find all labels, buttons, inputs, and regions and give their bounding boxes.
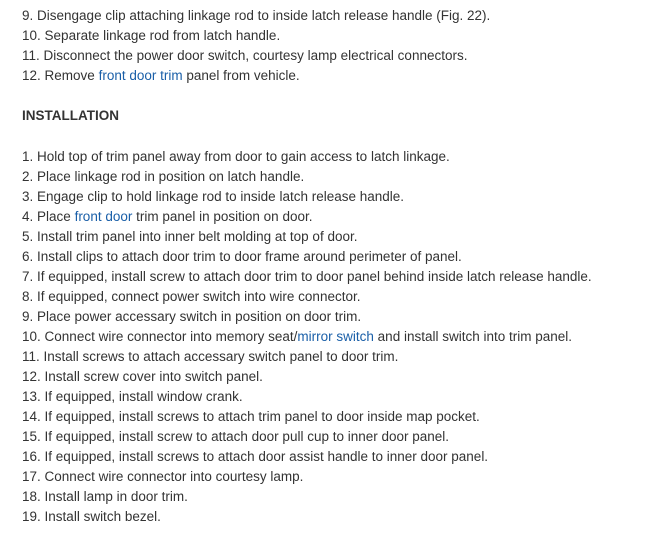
step-item bbox=[22, 66, 490, 86]
step-text: and install switch into trim panel. bbox=[373, 329, 573, 344]
step-text: Hold top of trim panel away from door to gain access to latch linkage. bbox=[37, 149, 450, 164]
step-item bbox=[22, 6, 490, 26]
step-item bbox=[22, 267, 592, 287]
step-item bbox=[22, 407, 592, 427]
step-text: Remove bbox=[44, 68, 99, 83]
step-number: 1. bbox=[22, 149, 34, 164]
step-item bbox=[22, 447, 592, 467]
step-number: 11. bbox=[22, 48, 40, 63]
step-number: 2. bbox=[22, 169, 34, 184]
step-number: 14. bbox=[22, 409, 41, 424]
step-number: 8. bbox=[22, 289, 34, 304]
step-item bbox=[22, 507, 592, 527]
step-text: Separate linkage rod from latch handle. bbox=[44, 28, 281, 43]
step-number: 12. bbox=[22, 369, 41, 384]
step-number: 9. bbox=[22, 309, 34, 324]
step-item bbox=[22, 427, 592, 447]
step-text: Disengage clip attaching linkage rod to inside latch release handle (Fig. 22). bbox=[37, 8, 491, 23]
step-number: 9. bbox=[22, 8, 34, 23]
step-item bbox=[22, 207, 592, 227]
step-item bbox=[22, 147, 592, 167]
step-number: 16. bbox=[22, 449, 41, 464]
step-number: 18. bbox=[22, 489, 41, 504]
step-item bbox=[22, 307, 592, 327]
step-text: If equipped, install screw to attach door pull cup to inner door panel. bbox=[44, 429, 450, 444]
step-item bbox=[22, 487, 592, 507]
step-number: 10. bbox=[22, 28, 41, 43]
step-text: panel from vehicle. bbox=[182, 68, 300, 83]
step-item bbox=[22, 167, 592, 187]
step-item bbox=[22, 26, 490, 46]
step-item bbox=[22, 467, 592, 487]
step-number: 17. bbox=[22, 469, 41, 484]
step-text: trim panel in position on door. bbox=[132, 209, 313, 224]
step-number: 19. bbox=[22, 509, 41, 524]
step-text: Install screw cover into switch panel. bbox=[44, 369, 263, 384]
step-number: 6. bbox=[22, 249, 34, 264]
step-text: Place linkage rod in position on latch handle. bbox=[37, 169, 305, 184]
step-text: Place power accessary switch in position on door trim. bbox=[37, 309, 362, 324]
step-item bbox=[22, 347, 592, 367]
removal-steps-list bbox=[22, 6, 490, 86]
step-text: Connect wire connector into memory seat/ bbox=[44, 329, 298, 344]
step-number: 11. bbox=[22, 349, 40, 364]
step-item bbox=[22, 227, 592, 247]
step-text: Install switch bezel. bbox=[44, 509, 161, 524]
step-item bbox=[22, 327, 592, 347]
step-text: Install trim panel into inner belt molding at top of door. bbox=[37, 229, 358, 244]
step-number: 5. bbox=[22, 229, 34, 244]
step-number: 3. bbox=[22, 189, 34, 204]
step-number: 13. bbox=[22, 389, 41, 404]
step-item bbox=[22, 187, 592, 207]
step-text: Place bbox=[37, 209, 75, 224]
step-number: 7. bbox=[22, 269, 34, 284]
step-item bbox=[22, 287, 592, 307]
step-link[interactable]: mirror switch bbox=[297, 329, 374, 344]
step-item bbox=[22, 387, 592, 407]
step-item bbox=[22, 247, 592, 267]
step-text: If equipped, install screws to attach door assist handle to inner door panel. bbox=[44, 449, 489, 464]
step-text: Install screws to attach accessary switch panel to door trim. bbox=[43, 349, 399, 364]
step-number: 4. bbox=[22, 209, 34, 224]
step-text: If equipped, connect power switch into wire connector. bbox=[37, 289, 361, 304]
step-text: Install clips to attach door trim to door frame around perimeter of panel. bbox=[37, 249, 462, 264]
step-text: Disconnect the power door switch, courtesy lamp electrical connectors. bbox=[43, 48, 468, 63]
step-text: If equipped, install screws to attach trim panel to door inside map pocket. bbox=[44, 409, 480, 424]
step-text: If equipped, install screw to attach door trim to door panel behind inside latch release handle. bbox=[37, 269, 592, 284]
step-number: 10. bbox=[22, 329, 41, 344]
step-link[interactable]: front door trim bbox=[98, 68, 183, 83]
step-number: 12. bbox=[22, 68, 41, 83]
installation-steps-list bbox=[22, 147, 592, 527]
step-text: If equipped, install window crank. bbox=[44, 389, 243, 404]
step-link[interactable]: front door bbox=[74, 209, 133, 224]
step-text: Install lamp in door trim. bbox=[44, 489, 188, 504]
installation-heading: INSTALLATION bbox=[22, 108, 119, 123]
step-number: 15. bbox=[22, 429, 41, 444]
step-item bbox=[22, 367, 592, 387]
step-text: Engage clip to hold linkage rod to inside latch release handle. bbox=[37, 189, 405, 204]
step-item bbox=[22, 46, 490, 66]
step-text: Connect wire connector into courtesy lamp. bbox=[44, 469, 304, 484]
